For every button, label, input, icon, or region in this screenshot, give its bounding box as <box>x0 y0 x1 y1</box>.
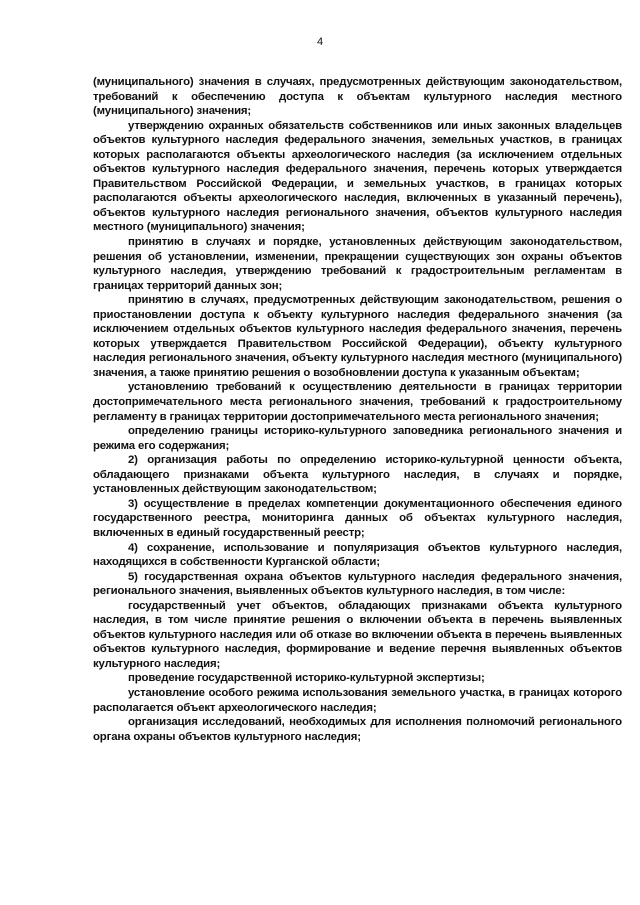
paragraph: принятию в случаях и порядке, установленных действующим законодательством, решения об установлении, изменении, прекращении существующих зон охраны объектов культурного наследия, утверждению требований к градостроительным регламентам в границах территорий данных зон; <box>93 236 622 292</box>
paragraph: установление особого режима использования земельного участка, в границах которого располагается объект археологического наследия; <box>93 686 622 714</box>
paragraph: установлению требований к осуществлению деятельности в границах территории достопримечательного места регионального значения, требований к градостроительному регламенту в границах территории достопримечательного места регионального значения; <box>93 381 622 423</box>
paragraph: государственный учет объектов, обладающих признаками объекта культурного наследия, в том числе принятие решения о включении объекта в перечень выявленных объектов культурного наследия или об отказе во включении объекта в перечень выявленных объектов культурного наследия, формирование и ведение перечня выявленных объектов культурного наследия; <box>93 599 622 670</box>
paragraph: организация исследований, необходимых для исполнения полномочий регионального органа охраны объектов культурного наследия; <box>93 716 622 743</box>
document-body <box>93 75 622 744</box>
page-number: 4 <box>316 36 324 48</box>
paragraph: принятию в случаях, предусмотренных действующим законодательством, решения о приостановлении доступа к объекту культурного наследия федерального значения (за исключением отдельных объектов культурного наследия федерального значения, перечень которых утверждается Правительством Российской Федерации), объекту культурного наследия регионального значения, объекту культурного наследия местного (муниципального) значения, а также принятию решения о возобновлении доступа к указанным объектам; <box>93 294 622 379</box>
paragraph: утверждению охранных обязательств собственников или иных законных владельцев объектов культурного наследия федерального значения, земельных участков, в границах которых располагаются объекты археологического наследия (за исключением отдельных объектов культурного наследия федерального значения, перечень которых утверждается Правительством Российской Федерации, и земельных участков, в границах которых располагаются объекты археологического наследия, включенных в указанный перечень), объектов культурного наследия регионального значения, объектов культурного наследия местного (муниципального) значения; <box>93 119 622 234</box>
paragraph: (муниципального) значения в случаях, предусмотренных действующим законодательством, требований к обеспечению доступа к объектам культурного наследия местного (муниципального) значения; <box>93 76 622 118</box>
paragraph: 4) сохранение, использование и популяризация объектов культурного наследия, находящихся в собственности Курганской области; <box>93 541 622 569</box>
paragraph: 2) организация работы по определению историко-культурной ценности объекта, обладающего признаками объекта культурного наследия, в случаях и порядке, установленных действующим законодательством; <box>93 454 622 496</box>
paragraph: 3) осуществление в пределах компетенции документационного обеспечения единого государственного реестра, мониторинга данных об объектах культурного наследия, включенных в единый государственный реестр; <box>93 497 622 539</box>
paragraph: 5) государственная охрана объектов культурного наследия федерального значения, регионального значения, выявленных объектов культурного наследия, в том числе: <box>93 570 622 598</box>
paragraph: проведение государственной историко-культурной экспертизы; <box>128 672 485 685</box>
paragraph: определению границы историко-культурного заповедника регионального значения и режима его содержания; <box>93 425 622 452</box>
